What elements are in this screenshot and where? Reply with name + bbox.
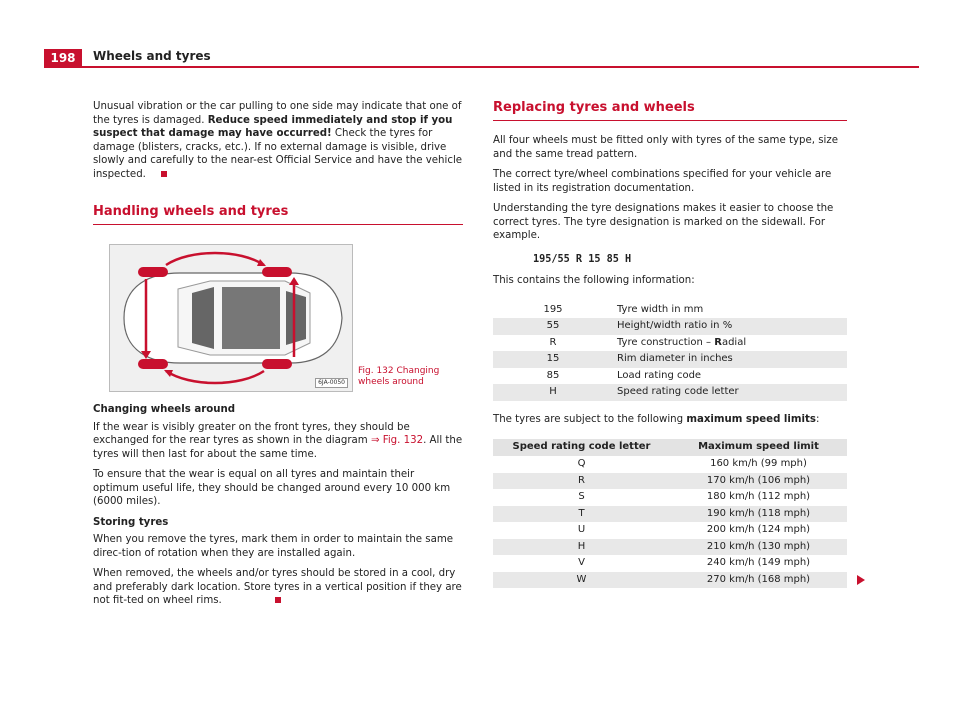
designation-desc: Speed rating code letter: [613, 384, 847, 401]
figure-caption: Fig. 132 Changing wheels around: [358, 366, 440, 387]
section-title-handling: Handling wheels and tyres: [93, 204, 289, 219]
designation-desc: Height/width ratio in %: [613, 318, 847, 335]
intro-warning: Reduce speed immediately and stop if you suspect that damage may have occurred!: [93, 114, 453, 139]
table-row: [493, 522, 847, 539]
continue-arrow-icon: [857, 575, 865, 585]
table-row: [493, 539, 847, 556]
wear-paragraph: To ensure that the wear is equal on all tyres and maintain their optimum useful life, they should be changed around every 10 000 km (6000 miles).: [93, 469, 451, 507]
left-column: [93, 100, 463, 615]
paragraph-registration: The correct tyre/wheel combinations specified for your vehicle are listed in its registration documentation.: [493, 169, 832, 194]
chapter-title: Wheels and tyres: [93, 49, 211, 63]
table-row: [493, 302, 847, 319]
column-header: Speed rating code letter: [493, 439, 670, 456]
designation-code: H: [493, 384, 613, 401]
table-row: [493, 555, 847, 572]
section-handling: [93, 204, 463, 225]
speed-intro-end: :: [815, 413, 820, 425]
intro-text-end: Check the tyres for damage (blisters, cracks, etc.). If no external damage is visible, drive slowly and carefully to the near-est Official Service and have the vehicle inspected.: [93, 128, 463, 180]
speed-code: S: [578, 491, 585, 502]
figure-132: [93, 244, 463, 394]
designation-desc: Tyre width in mm: [617, 303, 704, 315]
heading-changing-wheels: Changing wheels around: [93, 404, 236, 415]
speed-limit: 180 km/h (112 mph): [706, 491, 811, 502]
right-column: [493, 100, 847, 588]
storing-paragraph-2: [93, 567, 463, 608]
desc-bold: R: [714, 336, 722, 348]
storing-text: When removed, the wheels and/or tyres should be stored in a cool, dry and preferably dark location. Store tyres in a vertical position if they are not fit-ted on wheel rims.: [93, 568, 462, 606]
heading-storing-tyres: Storing tyres: [93, 516, 169, 528]
tyre-designation-example: 195/55 R 15 85 H: [533, 253, 632, 265]
figure-code: 6JA-0050: [315, 378, 348, 388]
section-rule: [493, 120, 847, 121]
speed-intro-start: The tyres are subject to the following: [493, 413, 687, 425]
table-row: [493, 506, 847, 523]
speed-code: R: [493, 473, 670, 490]
speed-limit: 160 km/h (99 mph): [710, 458, 807, 469]
paragraph-designation: Understanding the tyre designations makes it easier to choose the correct tyres. The tyre designation is marked on the sidewall. For example.: [493, 203, 834, 241]
designation-table: [493, 302, 847, 401]
designation-desc: [613, 335, 847, 352]
speed-intro-bold: maximum speed limits: [686, 413, 816, 425]
section-end-marker: [275, 597, 281, 603]
speed-code: W: [493, 572, 670, 589]
table-row: [493, 351, 847, 368]
speed-code: H: [493, 539, 670, 556]
header-rule: [44, 66, 919, 68]
designation-code: 55: [493, 318, 613, 335]
table-row: [493, 318, 847, 335]
intro-text-start: Unusual vibration or the car pulling to one side may indicate that one of the tyres is damaged.: [93, 101, 462, 126]
section-end-marker: [161, 171, 167, 177]
designation-desc: Rim diameter in inches: [613, 351, 847, 368]
speed-code: V: [578, 557, 585, 568]
section-rule: [93, 224, 463, 225]
speed-code: T: [493, 506, 670, 523]
designation-code: 15: [493, 351, 613, 368]
car-diagram: [109, 244, 353, 392]
changing-text-start: If the wear is visibly greater on the front tyres, they should be exchanged for the rear tyres as shown in the diagram: [93, 421, 410, 446]
car-wheel-rotation-illustration: [110, 245, 352, 391]
page-number: 198: [44, 49, 82, 67]
speed-code: Q: [577, 458, 586, 469]
changing-text-end: . All the tyres will then last for about the same time.: [93, 435, 463, 460]
table-row: [493, 368, 847, 385]
speed-code: U: [577, 524, 586, 535]
designation-code: R: [549, 336, 557, 348]
table-header-row: [493, 439, 847, 456]
speed-limit-table: [493, 439, 847, 588]
speed-table-wrapper: [493, 439, 847, 588]
designation-desc: Load rating code: [617, 369, 702, 381]
speed-limit: 200 km/h (124 mph): [706, 524, 811, 535]
table-row: [493, 473, 847, 490]
storing-paragraph-1: When you remove the tyres, mark them in order to maintain the same direc-tion of rotation when they are installed again.: [93, 534, 454, 559]
speed-limit: 190 km/h (118 mph): [670, 506, 847, 523]
designation-code: 195: [543, 303, 563, 315]
section-title-replacing: Replacing tyres and wheels: [493, 100, 695, 115]
column-header: Maximum speed limit: [670, 439, 847, 456]
table-row: [493, 489, 847, 506]
table-row: [493, 335, 847, 352]
desc-pre: Tyre construction –: [617, 336, 715, 348]
speed-limit: 240 km/h (149 mph): [706, 557, 811, 568]
speed-limit: 210 km/h (130 mph): [670, 539, 847, 556]
speed-limit: 170 km/h (106 mph): [670, 473, 847, 490]
speed-limits-intro: [493, 413, 847, 427]
paragraph-same-type: All four wheels must be fitted only with tyres of the same type, size and the same tread pattern.: [493, 135, 838, 160]
paragraph-information: This contains the following information:: [493, 275, 695, 286]
desc-post: adial: [721, 336, 747, 348]
table-row: [493, 384, 847, 401]
changing-paragraph: [93, 421, 463, 462]
intro-paragraph: [93, 100, 463, 181]
table-row: [493, 456, 847, 473]
designation-code: 85: [546, 369, 560, 381]
speed-limit: 270 km/h (168 mph): [670, 572, 847, 589]
figure-reference-link[interactable]: ⇒ Fig. 132: [370, 435, 424, 446]
table-row: [493, 572, 847, 589]
